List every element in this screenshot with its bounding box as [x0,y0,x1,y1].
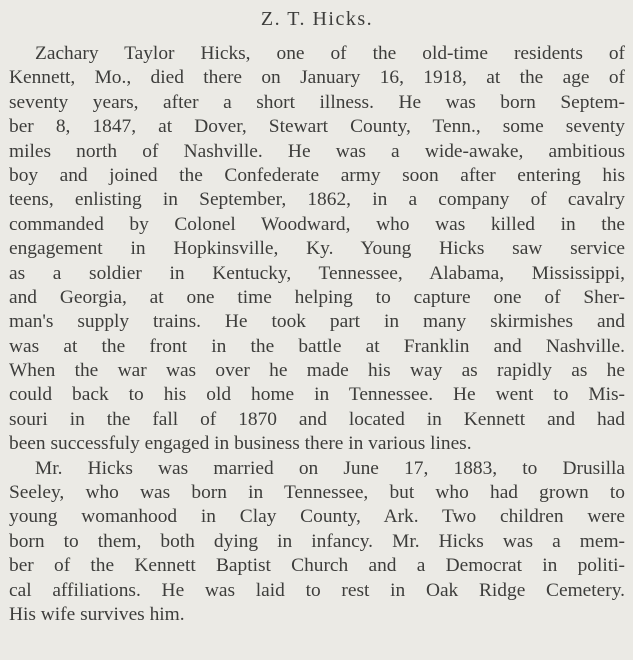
text-line: When the war was over he made his way as rapidly as he [9,360,625,382]
text-line: Mr. Hicks was married on June 17, 1883, to Drusilla [35,457,625,479]
text-line: souri in the fall of 1870 and located in Kennett and had [9,408,625,430]
text-line: born to them, both dying in infancy. Mr. Hicks was a mem- [9,530,625,552]
text-line: Zachary Taylor Hicks, one of the old-time residents of [35,43,625,64]
text-line: and Georgia, at one time helping to capture one of Sher- [9,286,625,308]
text-line: was at the front in the battle at Franklin and Nashville. [9,335,625,357]
text-line: engagement in Hopkinsville, Ky. Young Hicks saw service [9,238,625,260]
paragraph-1 [9,42,625,457]
text-line: ber of the Kennett Baptist Church and a Democrat in politi- [9,555,625,577]
text-line: young womanhood in Clay County, Ark. Two children were [9,506,625,528]
text-line: commanded by Colonel Woodward, who was killed in the [9,213,625,235]
page-title: Z. T. Hicks. [260,8,374,30]
text-line: His wife survives him. [9,603,185,625]
paragraph-2 [9,457,625,628]
text-line: miles north of Nashville. He was a wide-awake, ambitious [9,140,625,162]
text-line: been successfuly engaged in business there in various lines. [9,433,472,455]
text-line: as a soldier in Kentucky, Tennessee, Alabama, Mississippi, [9,262,625,284]
text-line: cal affiliations. He was laid to rest in Oak Ridge Cemetery. [9,579,625,601]
text-line: Seeley, who was born in Tennessee, but who had grown to [9,482,625,504]
text-line: man's supply trains. He took part in many skirmishes and [9,311,625,333]
text-line: ber 8, 1847, at Dover, Stewart County, Tenn., some seventy [9,116,625,138]
text-line: could back to his old home in Tennessee. He went to Mis- [9,384,625,406]
text-line: boy and joined the Confederate army soon after entering his [9,164,625,186]
text-line: Kennett, Mo., died there on January 16, 1918, at the age of [9,67,625,89]
text-line: seventy years, after a short illness. He was born Septem- [9,91,625,113]
text-line: teens, enlisting in September, 1862, in a company of cavalry [9,189,625,211]
